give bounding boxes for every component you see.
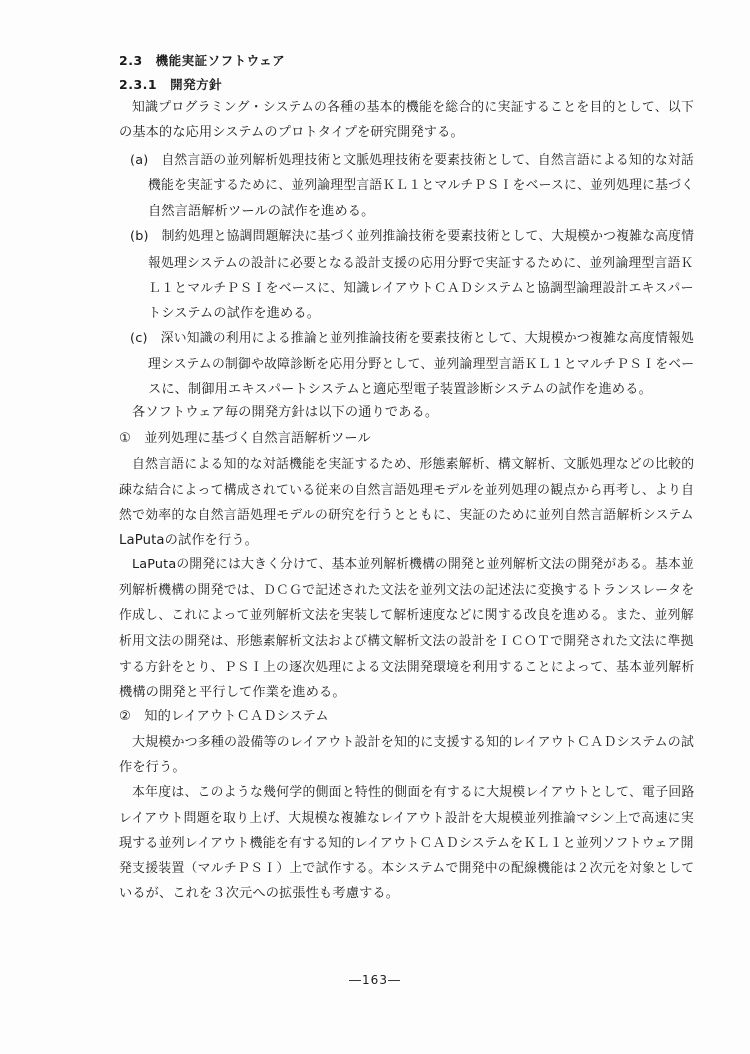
list-item-c-line: (c) 深い知識の利用による推論と並列推論技術を要素技術として、大規模かつ複雑な高度情報処 [130,331,695,346]
paragraph-line: 列解析機構の開発では、ＤＣＧで記述された文法を並列文法の記述法に変換するトランスレータを [119,583,695,598]
paragraph-line: いるが、これを３次元への拡張性も考慮する。 [119,886,400,901]
list-item-c-line: 理システムの制御や故障診断を応用分野として、並列論理型言語ＫＬ１とマルチＰＳＩをベー [148,357,695,372]
paragraph-line: 知識プログラミング・システムの各種の基本的機能を総合的に実証することを目的として、以下 [132,100,695,115]
page-number: ―163― [349,973,401,987]
paragraph-line: 本年度は、このような幾何学的側面と特性的側面を有するに大規模レイアウトとして、電子回路 [132,785,695,800]
section-heading: 2.3 機能実証ソフトウェア [119,53,286,68]
paragraph-line: レイアウト問題を取り上げ、大規模な複雑なレイアウト設計を大規模並列推論マシン上で高速に実 [119,811,694,826]
paragraph-line: 然で効率的な自然言語処理モデルの研究を行うとともに、実証のために並列自然言語解析システム [119,508,694,523]
item-2-heading: ② 知的レイアウトＣＡＤシステム [119,709,329,724]
paragraph-line: 機構の開発と平行して作業を進める。 [119,685,346,700]
list-item-a-line: 自然言語解析ツールの試作を進める。 [148,204,375,219]
list-item-b-line: トシステムの試作を進める。 [148,306,321,321]
paragraph-line: 自然言語による知的な対話機能を実証するため、形態素解析、構文解析、文脈処理などの比較的 [132,457,695,472]
list-item-c-line: スに、制御用エキスパートシステムと適応型電子装置診断システムの試作を進める。 [148,382,652,397]
paragraph-line: 疎な結合によって構成されている従来の自然言語処理モデルを並列処理の観点から再考し、より自 [119,483,695,498]
paragraph-line: 各ソフトウェア毎の開発方針は以下の通りである。 [132,405,439,420]
paragraph-line: 大規模かつ多種の設備等のレイアウト設計を知的に支援する知的レイアウトＣＡＤシステムの試 [132,735,695,750]
subsection-heading: 2.3.1 開発方針 [119,77,223,92]
paragraph-line: LaPutaの開発には大きく分けて、基本並列解析機構の開発と並列解析文法の開発がある。基本並 [132,557,694,572]
list-item-b-line: (b) 制約処理と協調問題解決に基づく並列推論技術を要素技術として、大規模かつ複雑な高度情 [130,229,695,244]
paragraph-line: 作成し、これによって並列解析文法を実装して解析速度などに関する改良を進める。また、並列解 [119,608,694,623]
paragraph-line: LaPutaの試作を行う。 [119,533,259,548]
list-item-a-line: 機能を実証するために、並列論理型言語ＫＬ１とマルチＰＳＩをベースに、並列処理に基づく [148,178,695,193]
list-item-a-line: (a) 自然言語の並列解析処理技術と文脈処理技術を要素技術として、自然言語による知的な対話 [130,153,694,168]
paragraph-line: 作を行う。 [119,760,186,775]
paragraph-line: する方針をとり、ＰＳＩ上の逐次処理による文法開発環境を利用することによって、基本並列解析 [119,660,695,675]
list-item-b-line: 報処理システムの設計に必要となる設計支援の応用分野で実証するために、並列論理型言語Ｋ [148,256,694,271]
item-1-heading: ① 並列処理に基づく自然言語解析ツール [119,431,371,446]
paragraph-line: 現する並列レイアウト機能を有する知的レイアウトＣＡＤシステムをＫＬ１と並列ソフトウェア開 [119,836,694,851]
list-item-b-line: Ｌ１とマルチＰＳＩをベースに、知識レイアウトＣＡＤシステムと協調型論理設計エキスパー [148,281,694,296]
paragraph-line: 析用文法の開発は、形態素解析文法および構文解析文法の設計をＩＣＯＴで開発された文法に準拠 [119,634,694,649]
paragraph-line: 発支援装置（マルチＰＳＩ）上で試作する。本システムで開発中の配線機能は２次元を対象として [119,861,695,876]
paragraph-line: の基本的な応用システムのプロトタイプを研究開発する。 [119,125,464,140]
